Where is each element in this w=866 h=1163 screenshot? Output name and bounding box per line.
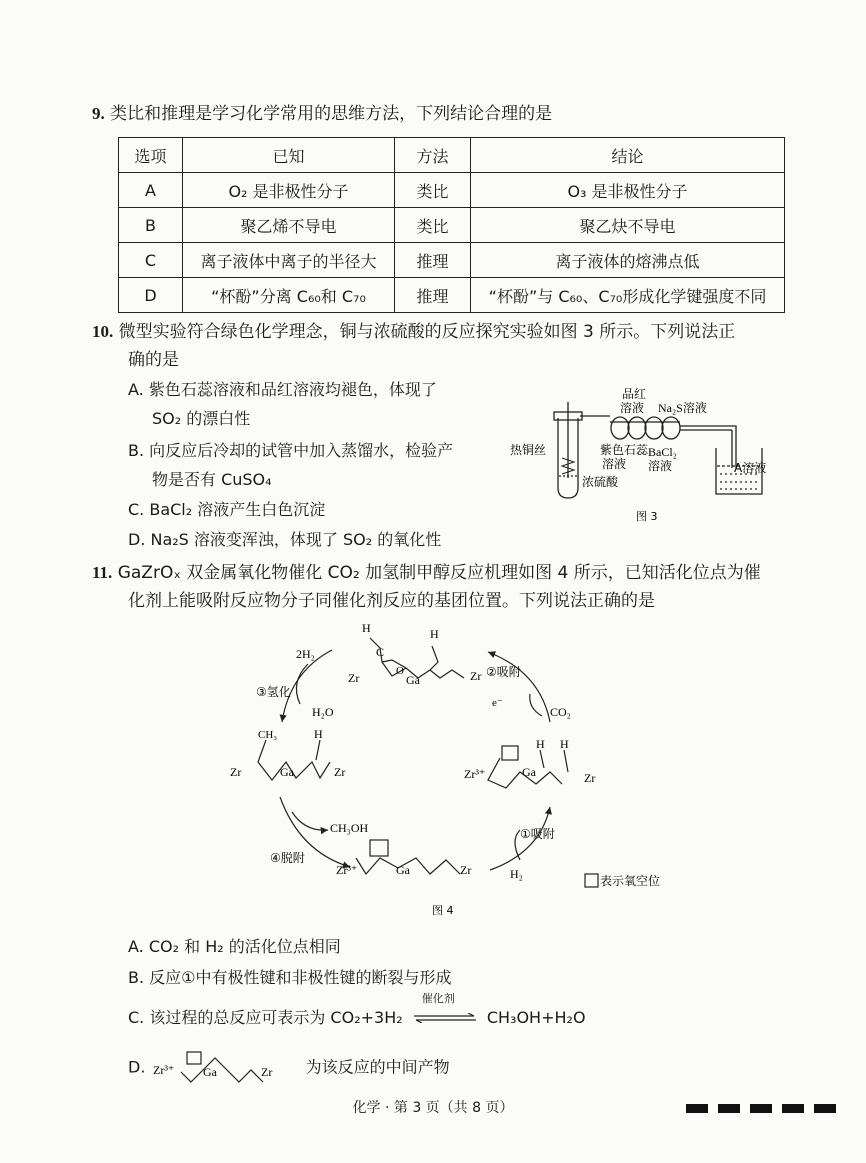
option-a: A. 紫色石蕊溶液和品红溶液均褪色，体现了: [128, 380, 437, 399]
figure-4-caption: 图 4: [432, 904, 454, 917]
table-row: [119, 243, 785, 278]
table-cell: 类比: [395, 208, 471, 243]
species-h2: 2H₂: [296, 647, 315, 661]
table-cell: “杯酚”分离 C₆₀和 C₇₀: [183, 278, 395, 313]
figure-3-caption: 图 3: [636, 510, 658, 523]
atom-label: Ga: [280, 765, 294, 779]
header-cell: 选项: [119, 138, 183, 173]
option-a: A. CO₂ 和 H₂ 的活化位点相同: [128, 937, 341, 956]
option-d-structure: [151, 1048, 301, 1088]
atom-label: H: [362, 621, 371, 635]
question-text-cont: 化剂上能吸附反应物分子同催化剂反应的基团位置。下列说法正确的是: [128, 591, 655, 611]
atom-label: C: [376, 645, 385, 659]
question-text-cont: 确的是: [128, 350, 179, 370]
question-11-stem: [92, 562, 761, 584]
atom-label: Zr: [584, 771, 596, 785]
step-3-label: ③氢化: [256, 685, 291, 699]
header-cell: 方法: [395, 138, 471, 173]
label-pinhong-2: 溶液: [620, 401, 645, 415]
atom-label: Zr: [334, 765, 346, 779]
option-b-cont: 物是否有 CuSO₄: [152, 470, 272, 489]
species-ch3oh: CH₃OH: [330, 821, 369, 835]
option-d: D. Na₂S 溶液变浑浊，体现了 SO₂ 的氧化性: [128, 530, 442, 549]
table-cell: O₂ 是非极性分子: [183, 173, 395, 208]
table-cell: 离子液体的熔沸点低: [471, 243, 785, 278]
option-a-cont: SO₂ 的漂白性: [152, 409, 251, 428]
equilibrium-arrow: [412, 992, 478, 1029]
side-arrow: [530, 694, 542, 716]
option-b: B. 反应①中有极性键和非极性键的断裂与形成: [128, 968, 452, 987]
side-arrow: [292, 812, 328, 830]
atom-label: Ga: [202, 1065, 217, 1079]
option-d-text: 为该反应的中间产物: [305, 1057, 450, 1077]
atom-label: Zr: [348, 671, 360, 685]
atom-label: Zr: [460, 863, 472, 877]
step-1-label: ①吸附: [520, 827, 555, 841]
label-litmus: 紫色石蕊: [600, 443, 649, 457]
option-d: [128, 1048, 450, 1088]
label-a-solution: A溶液: [734, 461, 767, 475]
atom-label: CH₃: [258, 729, 278, 741]
question-text: GaZrOₓ 双金属氧化物催化 CO₂ 加氢制甲醇反应机理如图 4 所示，已知活化位点为催: [117, 563, 761, 583]
question-text: 类比和推理是学习化学常用的思维方法，下列结论合理的是: [110, 104, 553, 124]
table-cell: 聚乙炔不导电: [471, 208, 785, 243]
step-2-label: ②吸附: [486, 665, 521, 679]
question-text: 微型实验符合绿色化学理念，铜与浓硫酸的反应探究实验如图 3 所示。下列说法正: [118, 322, 736, 342]
label-acid: 浓硫酸: [582, 475, 619, 489]
catalyst-label: 催化剂: [421, 992, 455, 1006]
table-cell: C: [119, 243, 183, 278]
species-h2o: H₂O: [312, 705, 334, 719]
atom-label: Zr: [470, 669, 482, 683]
figure-3-apparatus: [510, 388, 790, 528]
atom-label: Ga: [406, 673, 420, 687]
species-h2-bottom: H₂: [510, 867, 523, 881]
option-c: [128, 992, 586, 1029]
question-number: 10.: [92, 322, 114, 341]
cycle-arrow: [488, 652, 550, 722]
header-cell: 结论: [471, 138, 785, 173]
question-number: 9.: [92, 104, 105, 123]
question-number: 11.: [92, 563, 113, 582]
table-header-row: [119, 138, 785, 173]
reversible-arrow-icon: [412, 1013, 478, 1023]
table-row: [119, 278, 785, 313]
question-9-stem: [92, 103, 552, 125]
option-c: C. BaCl₂ 溶液产生白色沉淀: [128, 500, 326, 519]
table-cell: O₃ 是非极性分子: [471, 173, 785, 208]
atom-label: Zr³⁺: [152, 1063, 174, 1077]
label-bacl2-2: 溶液: [648, 459, 673, 473]
table-cell: 离子液体中离子的半径大: [183, 243, 395, 278]
atom-label: H: [430, 627, 439, 641]
option-c-rhs: CH₃OH+H₂O: [486, 1008, 586, 1027]
question-10-stem: [92, 321, 735, 343]
atom-label: Zr: [230, 765, 242, 779]
label-wire: 热铜丝: [510, 443, 547, 457]
atom-label: H: [536, 737, 545, 751]
atom-label: Zr³⁺: [464, 767, 486, 781]
atom-label: Zr: [260, 1065, 272, 1079]
atom-label: H: [560, 737, 569, 751]
step-4-label: ④脱附: [270, 851, 305, 865]
atom-label: Zr³⁺: [336, 863, 358, 877]
atom-label: O: [396, 665, 404, 677]
table-cell: 推理: [395, 278, 471, 313]
atom-label: H: [314, 727, 323, 741]
label-litmus-2: 溶液: [602, 457, 627, 471]
atom-label: Ga: [396, 863, 410, 877]
species-e: e⁻: [492, 697, 503, 709]
table-cell: B: [119, 208, 183, 243]
decorative-bars: [686, 1098, 846, 1117]
table-cell: A: [119, 173, 183, 208]
table-cell: 类比: [395, 173, 471, 208]
table-cell: 推理: [395, 243, 471, 278]
label-bacl2: BaCl₂: [648, 445, 677, 459]
header-cell: 已知: [183, 138, 395, 173]
table-cell: “杯酚”与 C₆₀、C₇₀形成化学键强度不同: [471, 278, 785, 313]
atom-label: Ga: [522, 765, 536, 779]
option-d-label: D.: [128, 1057, 146, 1077]
q9-table: [118, 137, 785, 313]
option-c-lhs: C. 该过程的总反应可表示为 CO₂+3H₂: [128, 1008, 403, 1027]
page-footer: 化学 · 第 3 页（共 8 页）: [352, 1100, 514, 1116]
table-row: [119, 208, 785, 243]
table-cell: D: [119, 278, 183, 313]
table-cell: 聚乙烯不导电: [183, 208, 395, 243]
figure-4-mechanism: [220, 612, 690, 922]
option-b: B. 向反应后冷却的试管中加入蒸馏水，检验产: [128, 441, 454, 460]
species-co2: CO₂: [550, 705, 571, 719]
legend-text: 表示氧空位: [600, 874, 661, 888]
table-row: [119, 173, 785, 208]
label-na2s: Na₂S溶液: [658, 401, 707, 415]
label-pinhong: 品红: [622, 388, 647, 401]
